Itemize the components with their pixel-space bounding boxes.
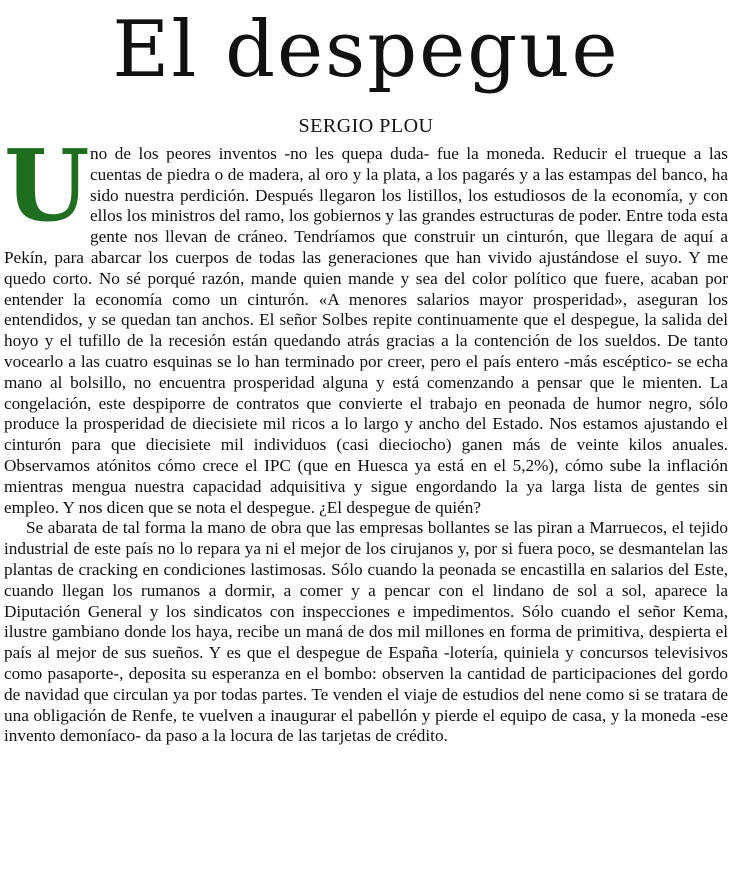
paragraph-1-text: no de los peores inventos -no les quepa duda- fue la moneda. Reducir el trueque a las cuentas de piedra o de madera, al oro y la plata, a los pagarés y a las estampas del banco, ha sido nuestra perdición. Después llegaron los listillos, los estudiosos de la economía, y con ellos los ministros del ramo, los gobiernos y las grandes estructuras de poder. Entre toda esta gente nos llevan de cráneo. Tendríamos que construir un cinturón, que llegara de aquí a Pekín, para abarcar los cuerpos de todas las generaciones que han vivido ajustándose el suyo. Y me quedo corto. No sé porqué razón, mande quien mande y sea del color político que fuere, acaban por entender la economía como un cinturón. «A menores salarios mayor prosperidad», aseguran los entendidos, y se quedan tan anchos. El señor Solbes repite continuamente que el despegue, la salida del hoyo y el tufillo de la recesión están quedando atrás gracias a la contención de los sueldos. De tanto vocearlo a las cuatro esquinas se lo han terminado por creer, pero el país entero -más escéptico- se echa mano al bolsillo, no encuentra prosperidad alguna y está comenzando a pensar que le mienten. La congelación, este despiporre de contratos que convierte el trabajo en peonada de humor negro, sólo produce la prosperidad de diecisiete mil ricos a lo largo y ancho del Estado. Nos estamos ajustando el cinturón para que diecisiete mil individuos (casi dieciocho) ganen más de veinte kilos anuales. Observamos atónitos cómo crece el IPC (que en Huesca ya está en el 5,2%), cómo sube la inflación mientras mengua nuestra capacidad adquisitiva y sigue engordando la ya larga lista de gentes sin empleo. Y nos dicen que se nota el despegue. ¿El despegue de quién?: [4, 144, 728, 517]
headline: El despegue: [112, 5, 620, 95]
paragraph-2: Se abarata de tal forma la mano de obra que las empresas bollantes se las piran a Marruecos, el tejido industrial de este país no lo repara ya ni el mejor de los cirujanos y, por si fuera poco, se desmantelan las plantas de cracking en condiciones lastimosas. Sólo cuando la peonada se encastilla en salarios del Este, cuando llegan los rumanos a dormir, a comer y a pencar con el lindano de sol a sol, aparece la Diputación General y los sindicatos con inspecciones e impedimentos. Sólo cuando el señor Kema, ilustre gambiano donde los haya, recibe un maná de dos mil millones en forma de primitiva, despierta el país al mejor de sus sueños. Y es que el despegue de España -lotería, quiniela y concursos televisivos como pasaporte-, deposita su esperanza en el bombo: observen la cantidad de participaciones del gordo de navidad que circulan ya por todas partes. Te venden el viaje de estudios del nene como si se tratara de una obligación de Renfe, te vuelven a inaugurar el pabellón y pierde el equipo de casa, y la moneda -ese invento demoníaco- da paso a la locura de las tarjetas de crédito.: [4, 518, 728, 746]
article-body: [4, 129, 728, 747]
paragraph-1: [4, 129, 728, 518]
newspaper-column: [4, 0, 728, 747]
drop-cap: U: [4, 129, 90, 244]
byline: SERGIO PLOU: [298, 115, 434, 137]
